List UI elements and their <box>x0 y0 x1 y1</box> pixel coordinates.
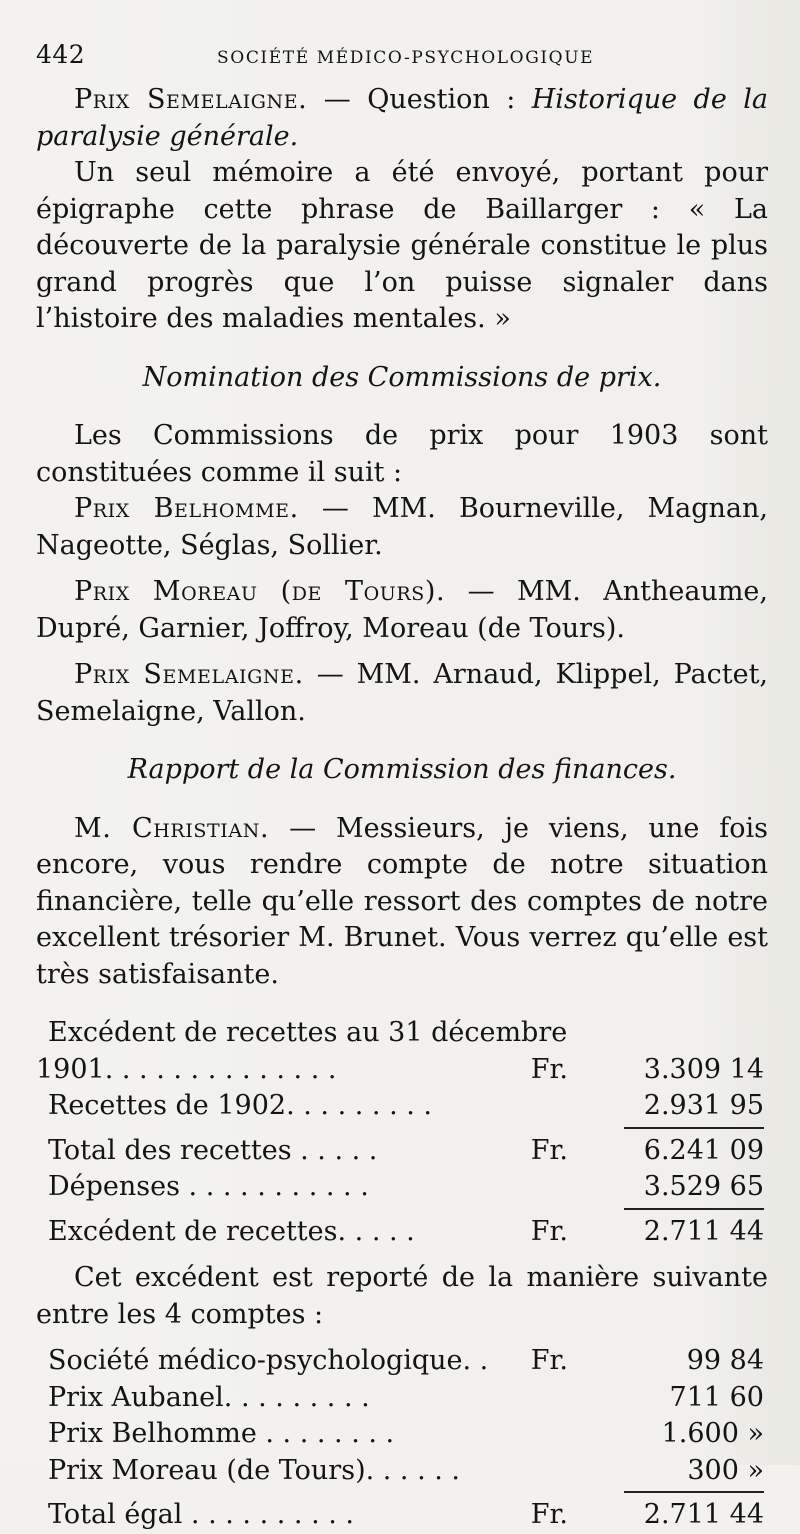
distribution-item-label: Prix Moreau (de Tours). . . . . . <box>48 1454 461 1486</box>
recettes-label: Recettes de 1902. . . . . . . . . <box>48 1090 432 1121</box>
total-currency: Fr. <box>530 1134 568 1166</box>
question-dash: — Question : <box>307 84 532 115</box>
page-header <box>36 40 766 76</box>
speaker-name: M. Christian. <box>74 812 270 844</box>
commission-belhomme <box>36 491 768 564</box>
difference-rule <box>36 1206 768 1214</box>
distribution-item-label: Prix Aubanel. . . . . . . . . <box>48 1381 370 1413</box>
distribution-item-label: Société médico-psychologique. . <box>48 1345 489 1376</box>
net-amount: 2.711 44 <box>643 1215 764 1247</box>
total-amount: 6.241 09 <box>643 1134 764 1166</box>
distribution-item-currency: Fr. <box>530 1345 568 1376</box>
question-topic-line1: Historique de la <box>531 84 769 115</box>
total-recettes-label: Total des recettes . . . . . <box>48 1134 378 1166</box>
distribution-item-currency <box>516 1416 576 1453</box>
distribution-intro: Cet excédent est reporté de la manière suivante entre les 4 comptes : <box>36 1262 768 1330</box>
distribution-item-currency <box>516 1453 576 1490</box>
running-head: SOCIÉTÉ MÉDICO-PSYCHOLOGIQUE <box>217 48 595 68</box>
accounts-table <box>36 1015 768 1250</box>
depenses-label: Dépenses . . . . . . . . . . . <box>48 1171 369 1202</box>
excedent-amount: 3.309 14 <box>643 1053 764 1085</box>
question-topic-line2: paralysie générale. <box>36 120 299 152</box>
commission-members: — MM. Antheaume, Dupré, Garnier, Joffroy, Moreau (de Tours). <box>36 576 768 644</box>
prize-label: Prix Semelaigne. <box>74 84 308 115</box>
distribution-item-amount: 711 60 <box>669 1381 764 1413</box>
commission-prize: Prix Semelaigne. <box>74 659 304 690</box>
nomination-intro: Les Commissions de prix pour 1903 sont constituées comme il suit : <box>36 420 768 488</box>
sum-rule <box>36 1125 768 1133</box>
distribution-table <box>36 1343 768 1534</box>
commission-moreau <box>36 574 768 647</box>
commission-members: — MM. Arnaud, Klippel, Pactet, Semelaigne, Vallon. <box>36 659 769 727</box>
page-number: 442 <box>36 40 86 69</box>
commission-semelaigne <box>36 657 768 730</box>
page-body <box>36 82 768 1534</box>
distribution-item-amount: 1.600 » <box>661 1418 764 1449</box>
nomination-title: Nomination des Commissions de prix. <box>142 361 662 393</box>
distribution-item-label: Prix Belhomme . . . . . . . . <box>48 1418 395 1449</box>
distribution-total-amount: 2.711 44 <box>643 1499 764 1530</box>
distribution-item-amount: 300 » <box>687 1454 764 1486</box>
memoir-paragraph: Un seul mémoire a été envoyé, portant pour épigraphe cette phrase de Baillarger : « La découverte de la paralysie générale constitue le plus grand progrès que l’on puisse signaler dans l’histoire des maladies mentales. » <box>36 157 768 334</box>
finance-speech <box>36 811 768 994</box>
distribution-total-currency: Fr. <box>530 1499 568 1530</box>
net-currency: Fr. <box>530 1215 568 1247</box>
distribution-rule <box>36 1489 768 1497</box>
excedent-label-line2: 1901. . . . . . . . . . . . . . <box>36 1053 337 1085</box>
excedent-label-line1: Excédent de recettes au 31 décembre <box>48 1017 568 1048</box>
finance-report-title: Rapport de la Commission des finances. <box>127 754 677 785</box>
speech-text: — Messieurs, je viens, une fois encore, vous rendre compte de notre situation financière, telle qu’elle ressort des comptes de notre excellent trésorier M. Brunet. Vous verrez qu’elle est très satisfaisante. <box>36 812 768 990</box>
distribution-item-amount: 99 84 <box>686 1345 764 1376</box>
commission-members: — MM. Bourneville, Magnan, Nageotte, Séglas, Sollier. <box>36 493 768 561</box>
distribution-item-currency <box>516 1380 576 1417</box>
net-excedent-label: Excédent de recettes. . . . . <box>48 1215 415 1247</box>
depenses-amount: 3.529 65 <box>643 1171 764 1202</box>
commission-prize: Prix Moreau (de Tours). <box>74 576 446 607</box>
distribution-total-label: Total égal . . . . . . . . . . <box>48 1499 354 1530</box>
excedent-currency: Fr. <box>530 1053 568 1085</box>
commission-prize: Prix Belhomme. <box>74 493 299 524</box>
recettes-amount: 2.931 95 <box>643 1090 764 1121</box>
prize-question-paragraph <box>36 82 768 155</box>
